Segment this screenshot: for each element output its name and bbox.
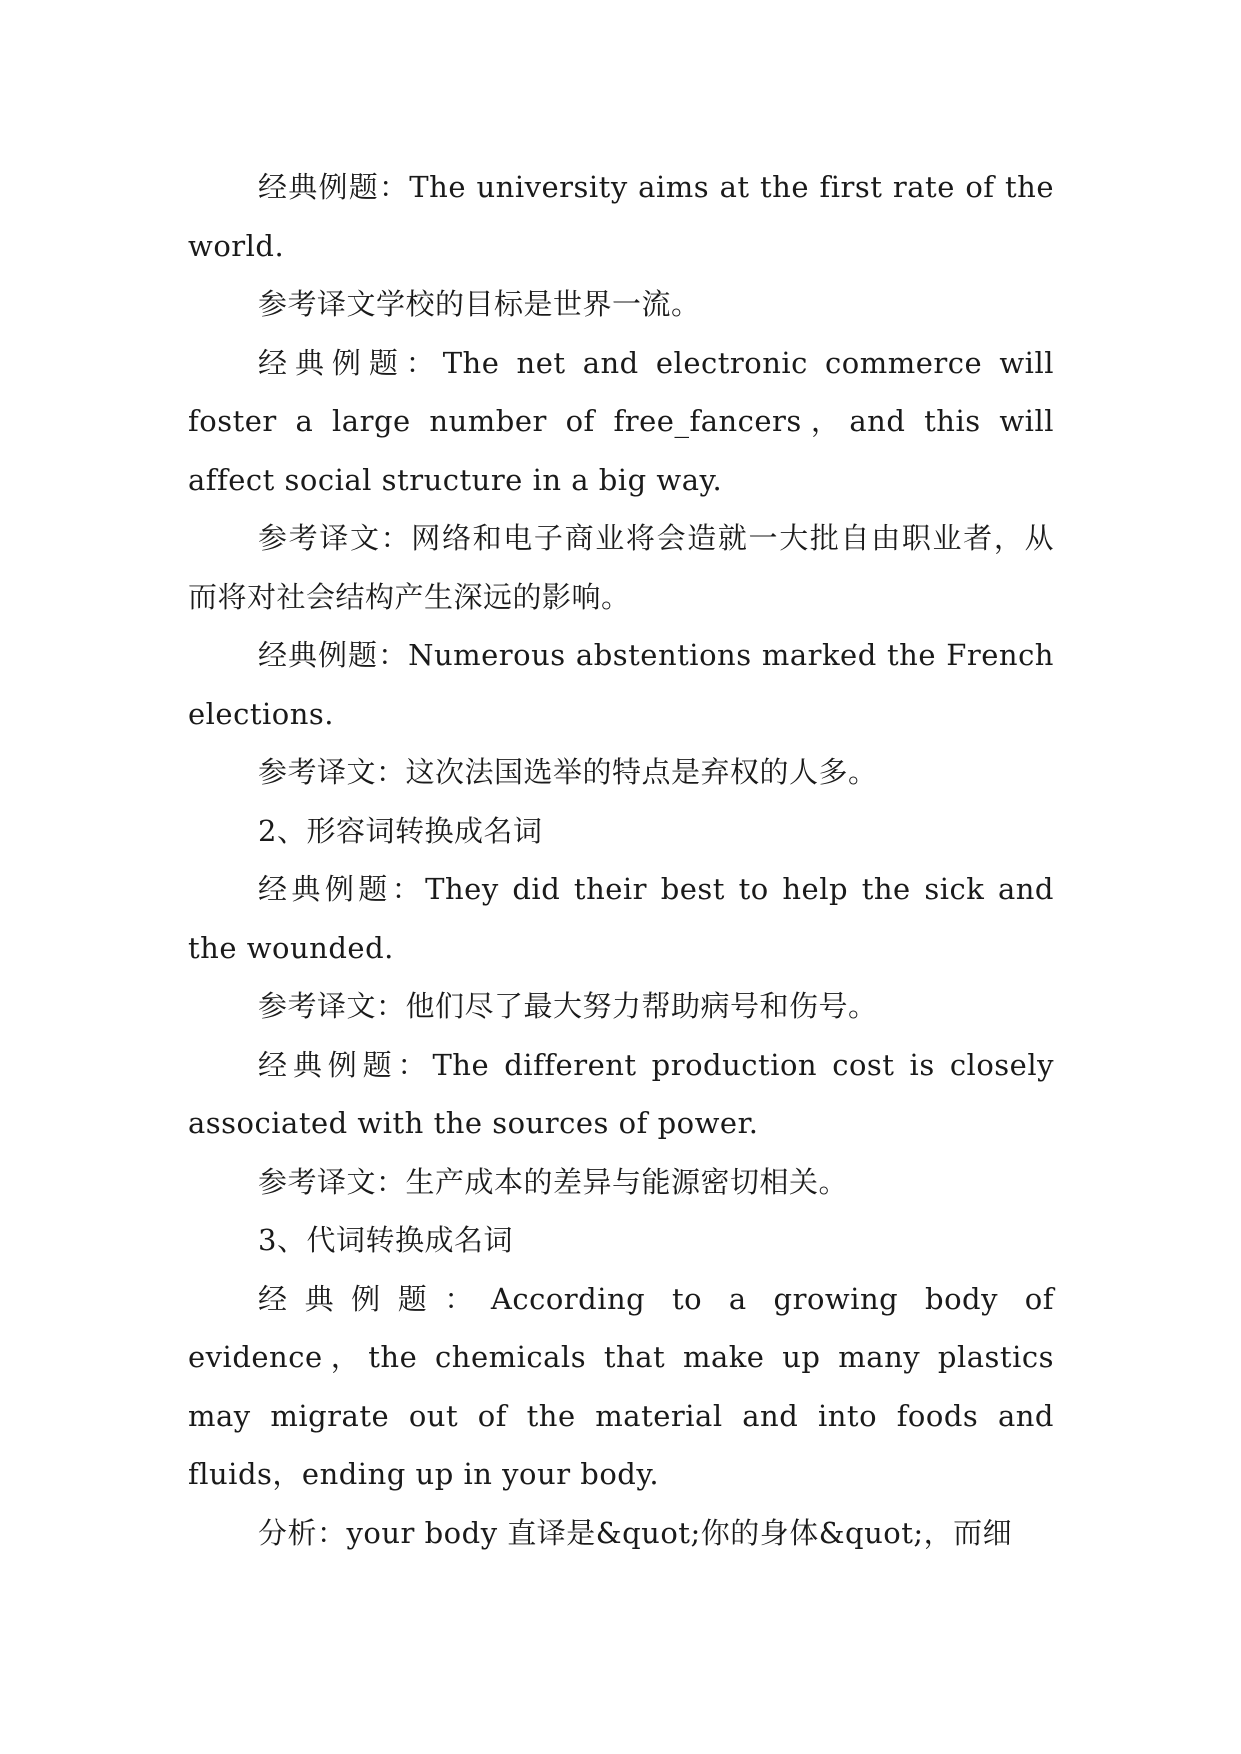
example-sentence: 经典例题：The net and electronic commerce will foster a large number of free_fancers，and this will affect social structure in a big way. <box>188 345 1054 497</box>
example-sentence: 经典例题：They did their best to help the sick and the wounded. <box>188 872 1054 965</box>
example-sentence: 经典例题：Numerous abstentions marked the French elections. <box>188 638 1054 731</box>
section-heading: 2、形容词转换成名词 <box>258 813 543 848</box>
analysis-paragraph: 分析：your body 直译是&quot;你的身体&quot;，而细 <box>258 1515 1013 1550</box>
example-sentence: 经典例题：According to a growing body of evidence，the chemicals that make up many plastics may migrate out of the material and into foods and fluids，ending up in your body. <box>188 1281 1054 1491</box>
reference-translation: 参考译文：这次法国选举的特点是弃权的人多。 <box>258 755 878 789</box>
section-heading: 3、代词转换成名词 <box>258 1223 513 1257</box>
example-sentence: 经典例题：The different production cost is closely associated with the sources of power. <box>188 1047 1054 1140</box>
reference-translation: 参考译文：生产成本的差异与能源密切相关。 <box>258 1164 849 1199</box>
example-sentence: 经典例题：The university aims at the first rate of the world. <box>188 170 1054 263</box>
document-body <box>188 158 1054 1562</box>
reference-translation: 参考译文：网络和电子商业将会造就一大批自由职业者，从而将对社会结构产生深远的影响。 <box>188 521 1054 614</box>
reference-translation: 参考译文：他们尽了最大努力帮助病号和伤号。 <box>258 989 878 1023</box>
reference-translation: 参考译文学校的目标是世界一流。 <box>258 287 701 321</box>
